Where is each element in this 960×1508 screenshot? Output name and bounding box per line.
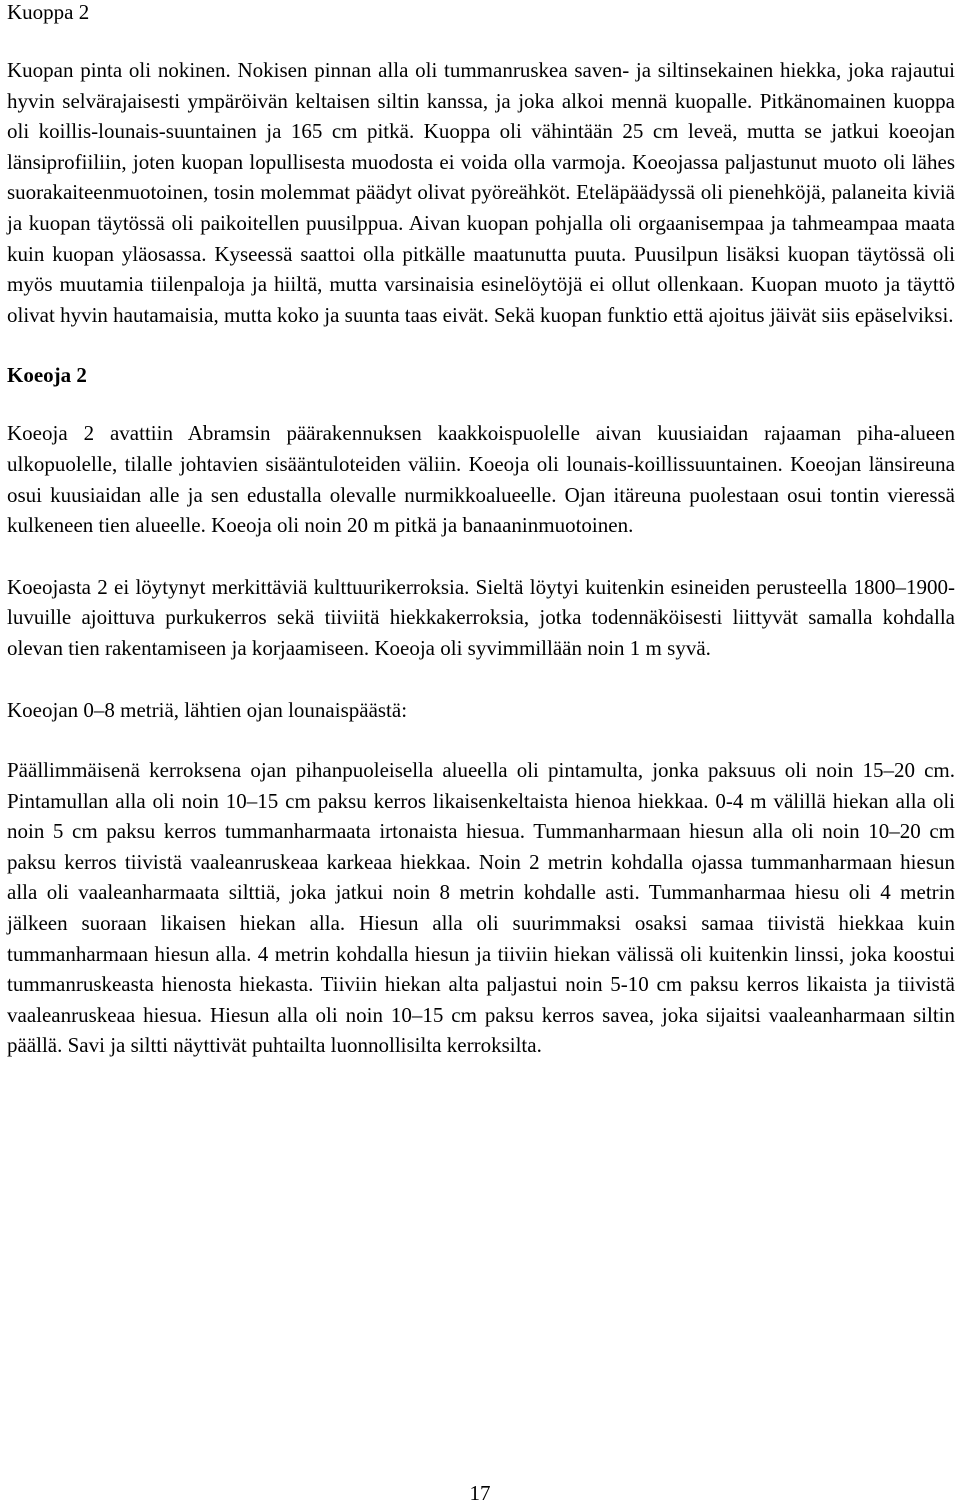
paragraph-kuoppa-2: Kuopan pinta oli nokinen. Nokisen pinnan alla oli tummanruskea saven- ja siltinsekainen hiekka, joka rajautui hyvin selvärajaisesti ympäröivän keltaisen siltin kanssa, ja joka alkoi mennä kuopalle. Pitkänomainen kuoppa oli koillis-lounais-suuntainen ja 165 cm pitkä. Kuoppa oli vähintään 25 cm leveä, mutta se jatkui koeojan länsiprofiiliin, joten kuopan lopullisesta muodosta ei voida olla varmoja. Koeojassa paljastunut muoto oli lähes suorakaiteenmuotoinen, tosin molemmat päädyt olivat pyöreähköt. Eteläpäädyssä oli pienehköjä, palaneita kiviä ja kuopan täytössä oli paikoitellen puusilppua. Aivan kuopan pohjalla oli orgaanisempaa ja tahmeampaa maata kuin kuopan yläosassa. Kyseessä saattoi olla pitkälle maatunutta puuta. Puusilpun lisäksi kuopan täytössä oli myös muutamia tiilenpaloja ja hiiltä, mutta varsinaisia esinelöytöjä ei ollut ollenkaan. Kuopan muoto ja täyttö olivat hyvin hautamaisia, mutta koko ja suunta taas eivät. Sekä kuopan funktio että ajoitus jäivät siis epäselviksi. xyxy=(7,58,955,327)
section-heading-koeoja-2: Koeoja 2 xyxy=(7,363,87,388)
paragraph-koeoja-2-findings: Koeojasta 2 ei löytynyt merkittäviä kulttuurikerroksia. Sieltä löytyi kuitenkin esineiden perusteella 1800–1900-luvuille ajoittuva purkukerros sekä tiiviitä hiekkakerroksia, jotka todennäköisesti liittyvät samalla kohdalla olevan tien rakentamiseen ja korjaamiseen. Koeoja oli syvimmillään noin 1 m syvä. xyxy=(7,574,955,660)
subheading-koeoja-0-8m: Koeojan 0–8 metriä, lähtien ojan lounaispäästä: xyxy=(7,697,408,722)
document-page xyxy=(7,0,955,1061)
paragraph-koeoja-2-layers: Päällimmäisenä kerroksena ojan pihanpuoleisella alueella oli pintamulta, jonka paksuus oli noin 15–20 cm. Pintamullan alla oli noin 10–15 cm paksu kerros likaisenkeltaista hienoa hiekkaa. 0-4 m välillä hiekan alla oli noin 5 cm paksu kerros tummanharmaata irtonaista hiesua. Tummanharmaan hiesun alla oli noin 10–20 cm paksu kerros tiivistä vaaleanruskeaa karkeaa hiekkaa. Noin 2 metrin kohdalla ojassa tummanharmaan hiesun alla oli vaaleanharmaata silttiä, joka jatkui noin 8 metrin kohdalle asti. Tummanharmaa hiesu oli 4 metrin jälkeen suoraan likaisen hiekan alla. Hiesun alla oli suurimmaksi osaksi samaa tiivistä hiekkaa kuin tummanharmaan hiesun alla. 4 metrin kohdalla hiesun ja tiiviin hiekan välissä oli kuitenkin linssi, joka koostui tummanruskeasta hienosta hiekasta. Tiiviin hiekan alta paljastui noin 5-10 cm paksu kerros likaista ja tiivistä vaaleanruskeaa hiesua. Hiesun alla oli noin 10–15 cm paksu kerros savea, joka sijaitsi vaaleanharmaan siltin päällä. Savi ja siltti näyttivät puhtailta luonnollisilta kerroksilta. xyxy=(7,758,955,1058)
section-heading-kuoppa-2: Kuoppa 2 xyxy=(7,0,90,24)
page-number: 17 xyxy=(469,1481,491,1505)
paragraph-koeoja-2-intro: Koeoja 2 avattiin Abramsin päärakennuksen kaakkoispuolelle aivan kuusiaidan rajaaman piha-alueen ulkopuolelle, tilalle johtavien sisääntuloteiden väliin. Koeoja oli lounais-koillissuuntainen. Koeojan länsireuna osui kuusiaidan alle ja sen edustalla olevalle nurmikkoalueelle. Ojan itäreuna puolestaan osui tontin vieressä kulkeneen tien alueelle. Koeoja oli noin 20 m pitkä ja banaaninmuotoinen. xyxy=(7,421,955,538)
